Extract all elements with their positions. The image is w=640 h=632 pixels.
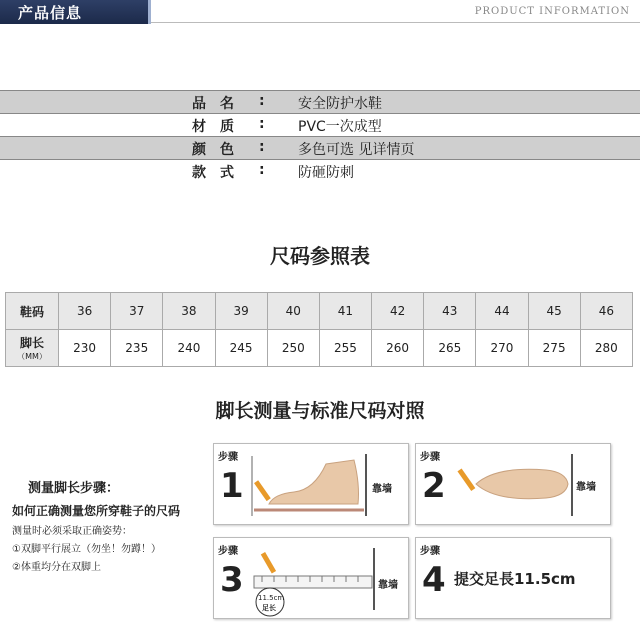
length-cell: 265: [424, 330, 476, 367]
submit-length-text: 提交足長11.5cm: [454, 570, 576, 588]
spec-row: [0, 90, 640, 114]
spec-colon: :: [259, 162, 265, 178]
foot-length-label: 足长: [262, 604, 276, 612]
spec-colon: :: [259, 116, 265, 132]
size-cell: 44: [476, 293, 528, 330]
tip-1: ①双脚平行展立（勿坐！勿蹲！）: [12, 544, 161, 555]
size-cell: 39: [215, 293, 267, 330]
spec-key: 材质: [192, 119, 248, 135]
size-cell: 38: [163, 293, 215, 330]
step-number: 3: [220, 560, 244, 600]
length-cell: 255: [319, 330, 371, 367]
section-header: [0, 0, 640, 24]
size-cell: 41: [319, 293, 371, 330]
size-row: [6, 293, 633, 330]
measure-instructions: [12, 477, 180, 577]
spec-table: [0, 90, 640, 182]
ruler-reading: 11.5cm: [258, 594, 285, 602]
wall-label: 靠墙: [372, 484, 392, 495]
spec-colon: :: [259, 93, 265, 109]
spec-key: 颜色: [192, 142, 248, 158]
header-tab: [0, 0, 151, 24]
spec-row: [0, 114, 640, 136]
length-cell: 235: [111, 330, 163, 367]
step-label: 步骤: [218, 452, 238, 463]
length-cell: 280: [580, 330, 632, 367]
header-title: 产品信息: [18, 4, 83, 22]
spec-colon: :: [259, 139, 265, 155]
posture-text: 测量时必须采取正确姿势：: [12, 526, 132, 537]
how-heading: 如何正确测量您所穿鞋子的尺码: [12, 504, 181, 518]
steps-heading: 测量脚长步骤：: [28, 481, 120, 496]
length-unit: （MM）: [17, 352, 47, 361]
measure-title: 脚长测量与标准尺码对照: [215, 400, 425, 422]
spec-value: PVC一次成型: [298, 119, 382, 135]
size-chart-title: 尺码参照表: [270, 244, 370, 268]
step-number: 1: [220, 466, 244, 506]
spec-key: 款式: [192, 165, 248, 181]
length-cell: 275: [528, 330, 580, 367]
length-cell: 260: [372, 330, 424, 367]
wall-label: 靠墙: [576, 482, 596, 493]
spec-value: 安全防护水鞋: [298, 96, 382, 112]
size-row-label: 鞋码: [6, 293, 59, 330]
step-label: 步骤: [420, 452, 440, 463]
length-cell: 245: [215, 330, 267, 367]
spec-value: 多色可选 见详情页: [298, 142, 415, 158]
length-cell: 270: [476, 330, 528, 367]
spec-row: [0, 136, 640, 160]
length-cell: 250: [267, 330, 319, 367]
size-cell: 43: [424, 293, 476, 330]
step-number: 2: [422, 466, 446, 506]
length-row: [6, 330, 633, 367]
spec-row: [0, 160, 640, 182]
header-divider: [151, 22, 640, 23]
wall-label: 靠墙: [378, 580, 398, 591]
step-number: 4: [422, 560, 446, 600]
length-cell: 240: [163, 330, 215, 367]
spec-key: 品名: [192, 96, 248, 112]
step-card-4: [415, 537, 611, 619]
step-label: 步骤: [420, 546, 440, 557]
size-chart-table: [5, 292, 633, 367]
header-subtitle: PRODUCT INFORMATION: [474, 6, 630, 17]
length-cell: 230: [59, 330, 111, 367]
size-cell: 46: [580, 293, 632, 330]
size-cell: 45: [528, 293, 580, 330]
length-row-label: [6, 330, 59, 367]
size-cell: 42: [372, 293, 424, 330]
step-card-3: [213, 537, 409, 619]
step-card-1: [213, 443, 409, 525]
size-cell: 40: [267, 293, 319, 330]
step-label: 步骤: [218, 546, 238, 557]
size-cell: 36: [59, 293, 111, 330]
step-card-2: [415, 443, 611, 525]
size-cell: 37: [111, 293, 163, 330]
tip-2: ②体重均分在双脚上: [12, 562, 101, 573]
length-label-text: 脚长: [19, 336, 44, 350]
spec-value: 防砸防刺: [298, 165, 354, 181]
